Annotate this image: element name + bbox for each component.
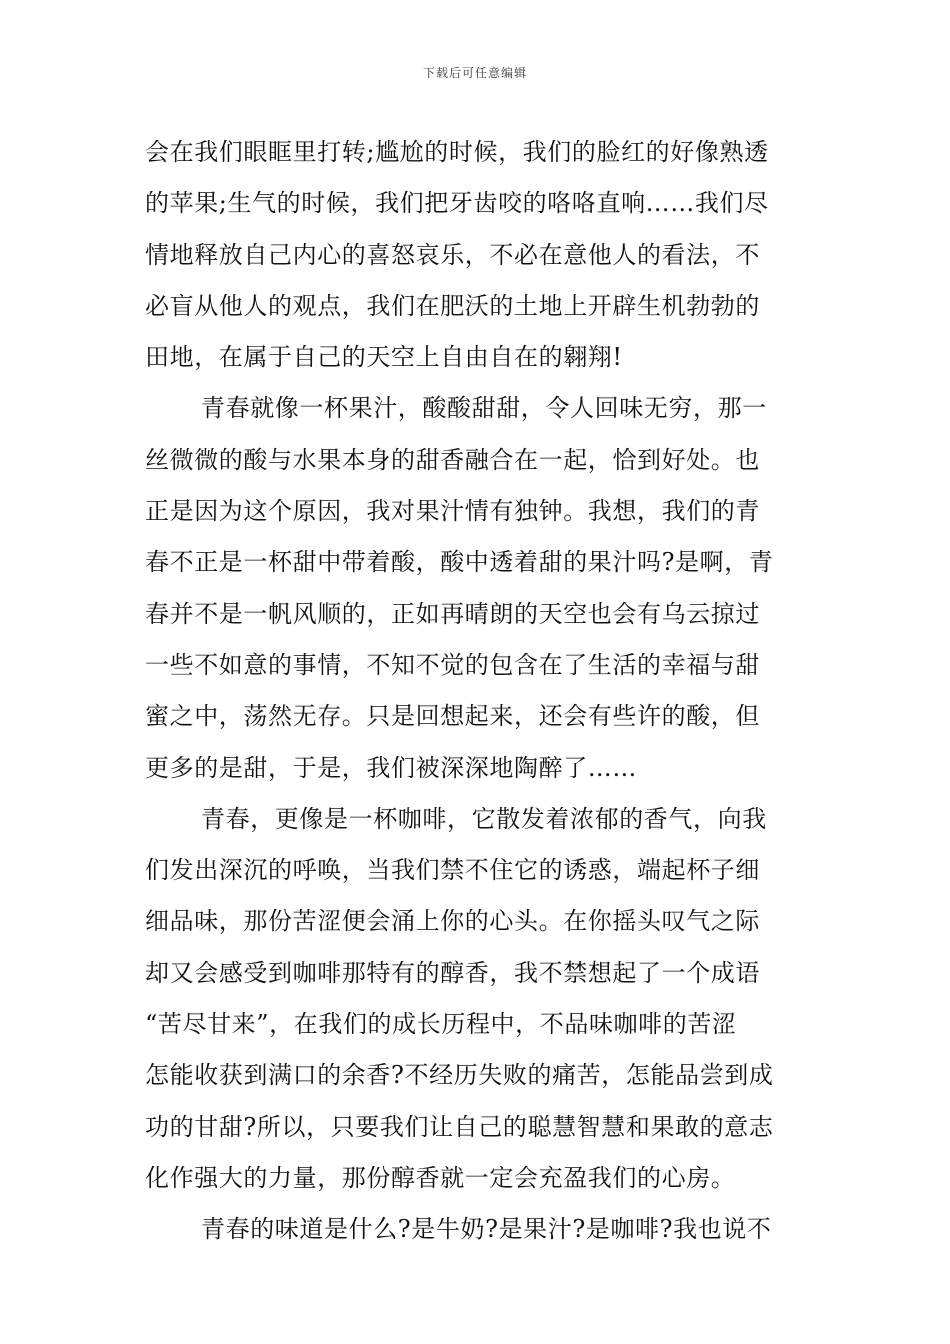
text-line: 春不正是一杯甜中带着酸，酸中透着甜的果汁吗?是啊，青 bbox=[145, 548, 774, 577]
paragraph-first-line: 青春就像一杯果汁，酸酸甜甜，令人回味无穷，那一 bbox=[201, 394, 767, 423]
text-line: 化作强大的力量，那份醇香就一定会充盈我们的心房。 bbox=[145, 1163, 736, 1192]
text-line: 功的甘甜?所以，只要我们让自己的聪慧智慧和果敢的意志 bbox=[145, 1112, 774, 1141]
text-line: 更多的是甜，于是，我们被深深地陶醉了…… bbox=[145, 753, 637, 782]
text-line: “苦尽甘来”，在我们的成长历程中，不品味咖啡的苦涩 bbox=[145, 1010, 737, 1039]
text-line: 一些不如意的事情，不知不觉的包含在了生活的幸福与甜 bbox=[145, 650, 760, 679]
text-line: 丝微微的酸与水果本身的甜香融合在一起，恰到好处。也 bbox=[145, 445, 760, 474]
text-line: 却又会感受到咖啡那特有的醇香，我不禁想起了一个成语 bbox=[145, 958, 760, 987]
text-line: 们发出深沉的呼唤，当我们禁不住它的诱惑，端起杯子细 bbox=[145, 856, 760, 885]
text-line: 情地释放自己内心的喜怒哀乐，不必在意他人的看法，不 bbox=[145, 240, 760, 269]
text-line: 怎能收获到满口的余香?不经历失败的痛苦，怎能品尝到成 bbox=[145, 1061, 774, 1090]
text-line: 会在我们眼眶里打转;尴尬的时候，我们的脸红的好像熟透 bbox=[145, 138, 769, 166]
text-line: 正是因为这个原因，我对果汁情有独钟。我想，我们的青 bbox=[145, 497, 760, 526]
text-line: 的苹果;生气的时候，我们把牙齿咬的咯咯直响……我们尽 bbox=[145, 189, 769, 218]
text-line: 细品味，那份苦涩便会涌上你的心头。在你摇头叹气之际 bbox=[145, 907, 760, 936]
text-line: 蜜之中，荡然无存。只是回想起来，还会有些许的酸，但 bbox=[145, 702, 760, 731]
document-body bbox=[145, 127, 810, 1256]
text-line: 田地，在属于自己的天空上自由自在的翱翔! bbox=[145, 343, 623, 372]
paragraph-first-line: 青春的味道是什么?是牛奶?是果汁?是咖啡?我也说不 bbox=[201, 1215, 772, 1244]
paragraph-first-line: 青春，更像是一杯咖啡，它散发着浓郁的香气，向我 bbox=[201, 804, 767, 833]
text-line: 必盲从他人的观点，我们在肥沃的土地上开辟生机勃勃的 bbox=[145, 291, 760, 320]
text-line: 春并不是一帆风顺的，正如再晴朗的天空也会有乌云掠过 bbox=[145, 599, 760, 628]
page-header-note: 下载后可任意编辑 bbox=[422, 66, 527, 80]
